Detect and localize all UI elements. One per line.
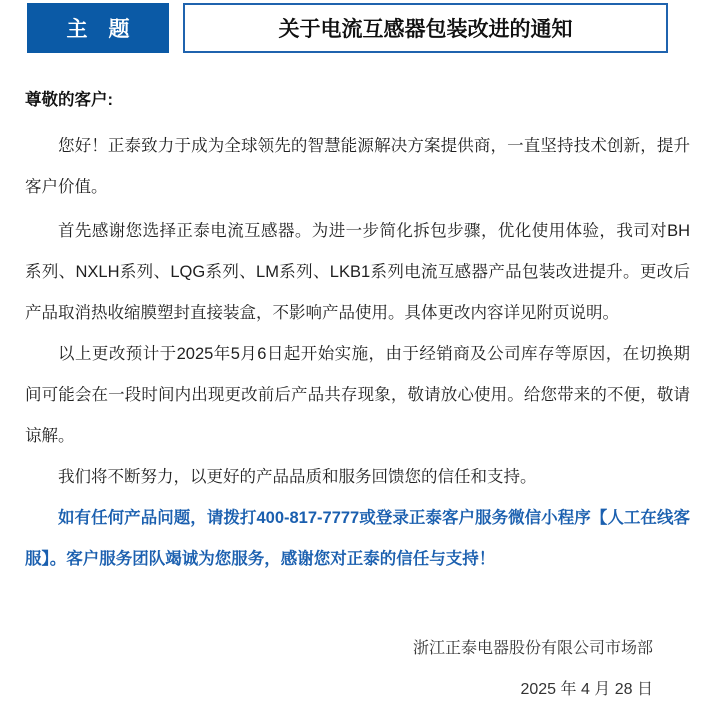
letter-body — [25, 80, 690, 580]
document-title: 关于电流互感器包装改进的通知 — [278, 18, 573, 41]
highlight-contact-paragraph: 如有任何产品问题，请拨打400-817-7777或登录正泰客户服务微信小程序【人工在线客服】。客户服务团队竭诚为您服务，感谢您对正泰的信任与支持！ — [25, 509, 690, 568]
subject-label: 主 题 — [66, 18, 130, 41]
paragraph-intro: 您好！正泰致力于成为全球领先的智慧能源解决方案提供商，一直坚持技术创新，提升客户价值。 — [25, 137, 690, 196]
paragraph-packaging-change: 首先感谢您选择正泰电流互感器。为进一步简化拆包步骤，优化使用体验，我司对BH系列、NXLH系列、LQG系列、LM系列、LKB1系列电流互感器产品包装改进提升。更改后产品取消热收缩膜塑封直接装盒，不影响产品使用。具体更改内容详见附页说明。 — [25, 222, 690, 322]
salutation: 尊敬的客户: — [25, 91, 113, 109]
paragraph-implementation-date: 以上更改预计于2025年5月6日起开始实施，由于经销商及公司库存等原因，在切换期间可能会在一段时间内出现更改前后产品共存现象，敬请放心使用。给您带来的不便，敬请谅解。 — [25, 345, 690, 445]
company-signature: 浙江正泰电器股份有限公司市场部 — [412, 640, 653, 657]
document-title-box — [183, 3, 668, 53]
subject-label-box — [27, 3, 169, 53]
paragraph-commitment: 我们将不断努力，以更好的产品品质和服务回馈您的信任和支持。 — [58, 468, 537, 486]
signature-block — [413, 628, 653, 710]
date-line: 2025 年 4 月 28 日 — [520, 681, 653, 698]
